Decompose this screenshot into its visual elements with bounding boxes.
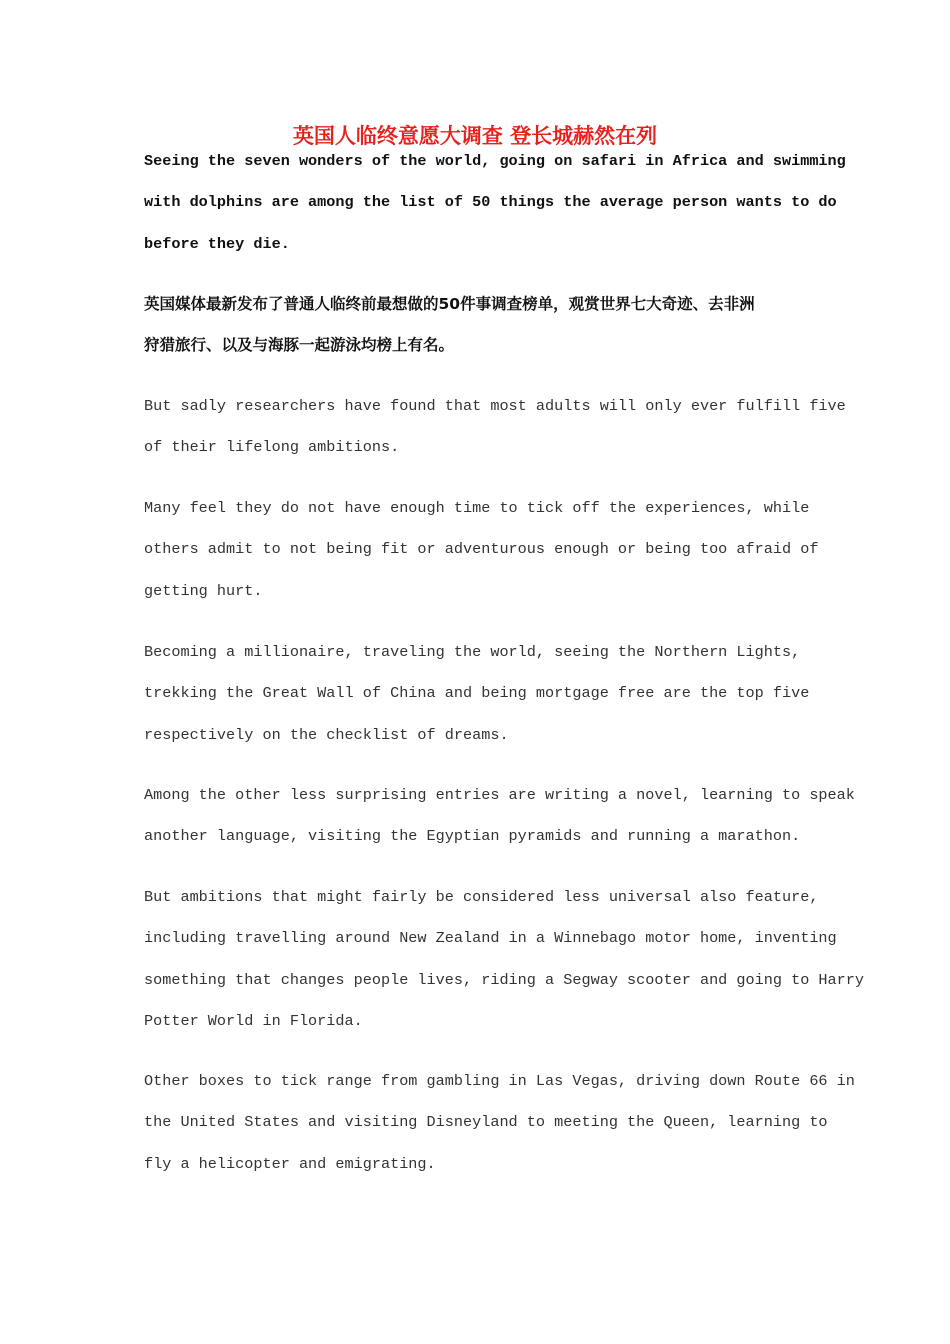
paragraph-4 bbox=[144, 488, 824, 612]
paragraph-line: Becoming a millionaire, traveling the world, seeing the Northern Lights, bbox=[144, 643, 801, 661]
paragraph-line: trekking the Great Wall of China and being mortgage free are the top five bbox=[144, 684, 810, 703]
paragraph-line: Among the other less surprising entries are writing a novel, learning to speak bbox=[144, 786, 855, 804]
paragraph-line: including travelling around New Zealand in a Winnebago motor home, inventing bbox=[144, 929, 837, 948]
document-title: 英国人临终意愿大调查 登长城赫然在列 bbox=[292, 124, 658, 148]
paragraph-line: Other boxes to tick range from gambling in Las Vegas, driving down Route 66 in bbox=[144, 1072, 855, 1090]
paragraph-8 bbox=[144, 1061, 855, 1185]
paragraph-2-chinese bbox=[144, 284, 824, 367]
paragraph-line: something that changes people lives, riding a Segway scooter and going to Harry bbox=[144, 970, 865, 989]
paragraph-line: others admit to not being fit or adventurous enough or being too afraid of bbox=[144, 540, 819, 559]
paragraph-line: another language, visiting the Egyptian pyramids and running a marathon. bbox=[144, 827, 801, 846]
paragraph-line: 英国媒体最新发布了普通人临终前最想做的50件事调查榜单，观赏世界七大奇迹、去非洲 bbox=[144, 295, 755, 313]
paragraph-line: of their lifelong ambitions. bbox=[144, 438, 400, 457]
paragraph-line: before they die. bbox=[144, 234, 290, 253]
paragraph-3 bbox=[144, 386, 846, 469]
paragraph-6 bbox=[144, 775, 855, 858]
paragraph-1 bbox=[144, 141, 846, 265]
paragraph-line: Many feel they do not have enough time to tick off the experiences, while bbox=[144, 499, 810, 517]
paragraph-line: the United States and visiting Disneyland to meeting the Queen, learning to bbox=[144, 1113, 828, 1132]
paragraph-line: respectively on the checklist of dreams. bbox=[144, 725, 509, 744]
paragraph-line: Potter World in Florida. bbox=[144, 1011, 363, 1030]
paragraph-line: Seeing the seven wonders of the world, going on safari in Africa and swimming bbox=[144, 152, 846, 170]
paragraph-line: But ambitions that might fairly be considered less universal also feature, bbox=[144, 888, 819, 906]
paragraph-line: 狩猎旅行、以及与海豚一起游泳均榜上有名。 bbox=[144, 336, 455, 355]
paragraph-7 bbox=[144, 877, 865, 1042]
paragraph-line: with dolphins are among the list of 50 things the average person wants to do bbox=[144, 193, 837, 212]
paragraph-5 bbox=[144, 632, 824, 756]
paragraph-line: But sadly researchers have found that most adults will only ever fulfill five bbox=[144, 397, 846, 415]
paragraph-line: getting hurt. bbox=[144, 581, 263, 600]
paragraph-line: fly a helicopter and emigrating. bbox=[144, 1154, 436, 1173]
